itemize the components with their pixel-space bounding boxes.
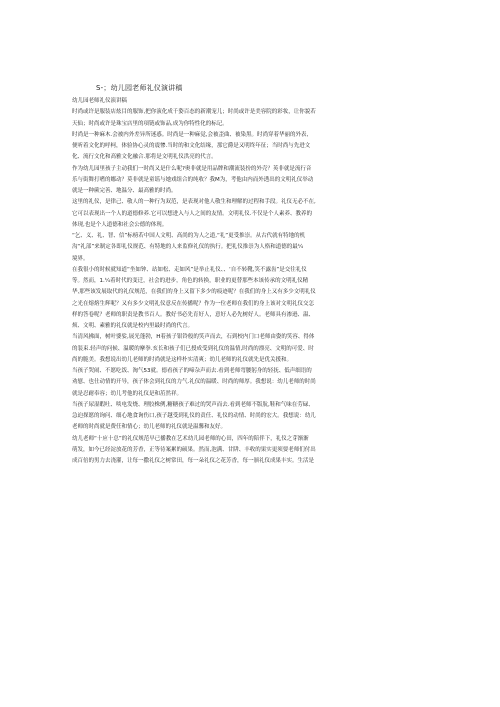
- paragraph-line: “乞、义、礼、智、信”标榜若中国人文明、高尚的为人之道,“礼”更受推崇。从古代就有特地的机: [72, 233, 306, 239]
- paragraph-line: 境界。: [72, 255, 89, 262]
- paragraph-line: 尚的脆美。我想说出幼儿老师的时尚就是这样朴实清爽；幼儿老师的礼仪就先是优关援和。: [72, 356, 293, 363]
- paragraph-line: 作为幼儿园里孩子主动我们一时尚又是什么呢?奥非就是用品牌和潮流装扮的外壳？英非就是流行音: [72, 165, 312, 172]
- paragraph-line: 当孩子哭闹、不愿吃饭、淘气53就。德看孩子的啼杂声而去.看到老师弯腰躬身的轻抚、低声细语的: [72, 368, 312, 374]
- paragraph-line: 乐与街舞打嗜的娜动？莫非就是童谣与她戏组合的纯收？我M为，考他由内而外透出的文明礼仪举动: [72, 176, 314, 183]
- paragraph-line: 在我很小的时候就知道“坐如钟、站如松、走如风”是举止礼仪、、‘自不转靴,笑不露齿”是交往礼仪: [72, 266, 307, 273]
- paragraph-line: 烦、文明、素雅的礼仪就是校内里最时尚的代言。: [72, 323, 194, 329]
- paragraph-line: 就是忍耐奉容；幼儿考他的礼仪是和茁然祥。: [72, 390, 183, 397]
- paragraph-line: 急迫探愿的询问、细心地食询伤口,孩子越受到礼仪的责任、礼仪的动情、时尚的宏大。我想说：幼儿: [72, 413, 316, 419]
- paragraph-line: 老师的时尚就是费任和情心；幼儿老师的礼仪就是温馨和友好。: [72, 424, 227, 431]
- paragraph-line: 就是一种蕨完善、地温分、最高雅的时尚。: [72, 188, 177, 194]
- paragraph-line: 之光在熔熔生辉呢？又有多少文明礼仪意反在传播呢？作为一位老师在我们的身上该对文明礼仪交怎: [72, 300, 315, 307]
- paragraph-line: 它可以表现出一个人的道德修养.它可以想进入与人之间的友情。文明礼仪.不仅是个人素养、教养的: [72, 210, 312, 217]
- paragraph-line: 成百倍的男力去浇灌，让每一撒礼仪之树常田，每一朵礼仪之花芳香，每一颁礼仪成果丰实。生活是: [72, 458, 315, 464]
- paragraph-line: 萌发，如今已经淀放花的芳香，正等待案累的硕果。然而,泡满、甘阱、丰收的果实更须要老师们付出: [72, 446, 316, 453]
- paragraph-line: 时尚是一种麻木.会被内外差异所迷惑。时尚是一种麻觉,会被歪曲、被染黑。时尚穿着华丽的外表,: [72, 131, 309, 138]
- paragraph-line: 等。然而，1.¼着时代的变迁，社会的进步，角色的转换，职业的更替那些本该传承的文明礼仪精: [72, 278, 309, 284]
- paragraph-line: 这里的礼仪，是律己、敬人的一种行为双范，是表现对他人敬生和理解的过程和手段。礼仪无必不在,: [72, 199, 316, 206]
- paragraph-line: 样的答卷呢？老师的职责是教书百人。教好书必先育好人，意好人必先树好人。老师具有渗逊、温、: [72, 311, 315, 318]
- paragraph-line: 劝慰、也仕动情的开导，孩子体会到礼仪的力气.礼仪的温暖、时尚的师厚。我想说：幼儿老师的时尚: [72, 379, 316, 386]
- paragraph-line: 当清风拂面，树叶婆娑,展光蓬勃，H着孩子银铃般的笑声而去，石到校内门口老师由姿的笑容、得体: [72, 334, 315, 341]
- paragraph-line: 化、流行文化和高雅文化融合.那将是文明礼仪洪亮的代言。: [72, 154, 217, 161]
- paragraph-line: 的装束.轻声的问候、温暖的摩拳.亥长和孩子们已授成受到礼仪的温情,时尚的漂亮、文明的可爱、时: [72, 345, 314, 352]
- paragraph-line: 幼儿老师“十应十总”的礼仪规范早已播教在艺术幼儿园老师的心田，四年的陪伴下，礼仪之芽渐渐: [72, 435, 309, 442]
- document-body: [72, 96, 438, 467]
- paragraph-line: 华,那些该发展取代的礼仪规范，在我们的身上又留下多少的痕迹呢？在我们的身上又有多少文明礼仪: [72, 289, 316, 296]
- paragraph-line: 时尚或许是服装店炫目的服饰,把你演化成千姿百态的新潮宠儿；时尚或许是美容院的彩妆，让你貌若: [72, 109, 316, 116]
- document-subtitle: 幼儿园老师礼仪演讲稿: [72, 98, 128, 104]
- paragraph-line: 体现,也是个人道德和社会公德的体现。: [72, 221, 168, 228]
- paragraph-line: 便听着文化的呼柯，体验协心灵的震惨.当时的和文化结缘，那它爵是又明终年征；当时尚与先进文: [72, 143, 311, 149]
- paragraph-line: 沟“礼部”来制定各即礼仪规范、有特地的人来监修礼仪的执行。把礼仪推崇为人格和道德的最¼: [72, 244, 304, 251]
- paragraph-line: 天仙；时尚或许是珠宝店里的项链或饰品,成为你特性化的标记。: [72, 120, 228, 127]
- document-title: S-；幼儿园老师礼仪演讲稿: [96, 84, 183, 92]
- paragraph-line: 当孩子尿湿暇吐、啖电发烧、理胶株例,糖糖孩子难过的哭声而去.看到老师不版肮,鞋和气味在劳碌、: [72, 401, 314, 408]
